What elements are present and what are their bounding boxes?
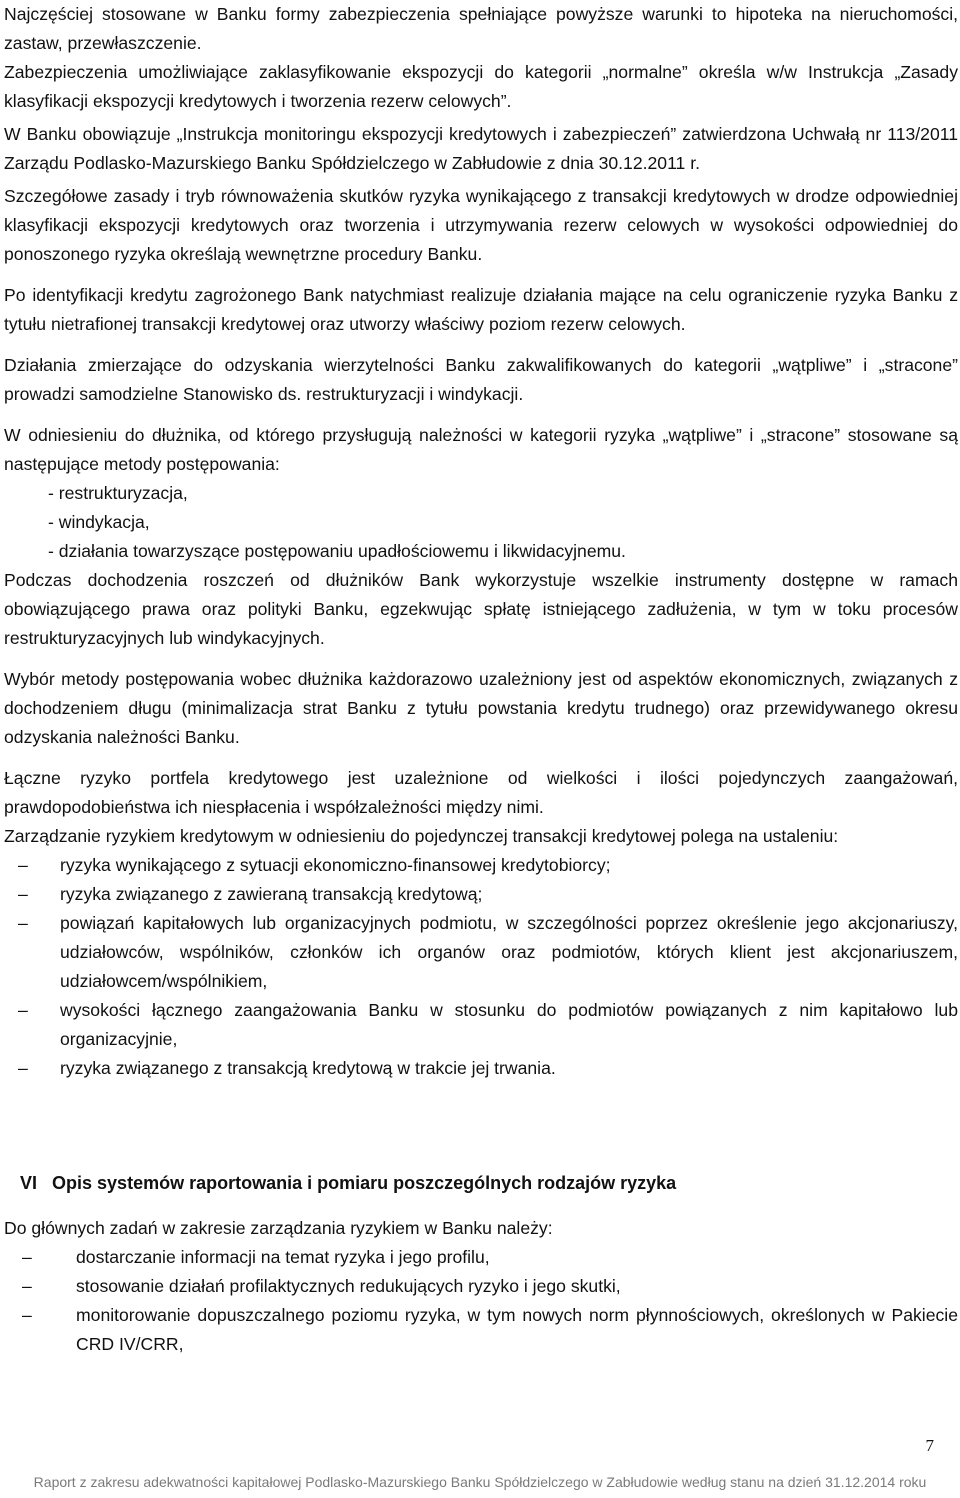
list-item: – ryzyka wynikającego z sytuacji ekonomiczno-finansowej kredytobiorcy;: [4, 851, 958, 880]
section-heading: [4, 1169, 958, 1198]
paragraph-detailed-rules: Szczegółowe zasady i tryb równoważenia skutków ryzyka wynikającego z transakcji kredytowych w drodze odpowiedniej klasyfikacji ekspozycji kredytowych oraz tworzenia i utrzymywania rezerw celowych w wysokości odpowiedniej do ponoszonego ryzyka określają wewnętrzne procedury Banku.: [4, 186, 958, 264]
section-number: VI: [20, 1173, 38, 1193]
list-item: – ryzyka związanego z zawieraną transakcją kredytową;: [4, 880, 958, 909]
page-number: 7: [925, 1436, 934, 1455]
dash-bullet: –: [18, 1000, 28, 1020]
paragraph-classification: Zabezpieczenia umożliwiające zaklasyfikowanie ekspozycji do kategorii „normalne” określa w/w Instrukcja „Zasady klasyfikacji ekspozycji kredytowych i tworzenia rezerw celowych”.: [4, 62, 958, 111]
section-intro: Do głównych zadań w zakresie zarządzania ryzykiem w Banku należy:: [4, 1218, 553, 1238]
dash-bullet: –: [22, 1276, 32, 1296]
paragraph-recovery-actions: Działania zmierzające do odzyskania wierzytelności Banku zakwalifikowanych do kategorii „wątpliwe” i „stracone” prowadzi samodzielne Stanowisko ds. restrukturyzacji i windykacji.: [4, 355, 958, 404]
method-item: - restrukturyzacja,: [48, 483, 188, 503]
paragraph-debtor-methods: W odniesieniu do dłużnika, od którego przysługują należności w kategorii ryzyka „wątpliwe” i „stracone” stosowane są następujące metody postępowania:: [4, 425, 958, 474]
paragraph-method-choice: Wybór metody postępowania wobec dłużnika każdorazowo uzależniony jest od aspektów ekonomicznych, związanych z dochodzeniem długu (minimalizacja strat Banku z tytułu powstania kredytu trudnego) oraz przewidywanego okresu odzyskania należności Banku.: [4, 669, 958, 747]
list-item: – dostarczanie informacji na temat ryzyka i jego profilu,: [4, 1243, 958, 1272]
method-item: - działania towarzyszące postępowaniu upadłościowemu i likwidacyjnemu.: [48, 541, 626, 561]
list-item: – ryzyka związanego z transakcją kredytową w trakcie jej trwania.: [4, 1054, 958, 1083]
section-title: Opis systemów raportowania i pomiaru poszczególnych rodzajów ryzyka: [52, 1173, 677, 1193]
determination-list: [4, 851, 958, 1083]
dash-bullet: –: [18, 855, 28, 875]
dash-bullet: –: [22, 1247, 32, 1267]
list-item: – wysokości łącznego zaangażowania Banku w stosunku do podmiotów powiązanych z nim kapitałowo lub organizacyjnie,: [4, 996, 958, 1054]
paragraph-risk-management: Zarządzanie ryzykiem kredytowym w odniesieniu do pojedynczej transakcji kredytowej polega na ustaleniu:: [4, 826, 839, 846]
page-footer: Raport z zakresu adekwatności kapitałowej Podlasko-Mazurskiego Banku Spółdzielczego w Zabłudowie według stanu na dzień 31.12.2014 roku: [33, 1474, 927, 1490]
list-item: – powiązań kapitałowych lub organizacyjnych podmiotu, w szczególności poprzez określenie jego akcjonariuszy, udziałowców, wspólników, członków ich organów oraz podmiotów, których klient jest akcjonariuszem, udziałowcem/wspólnikiem,: [4, 909, 958, 996]
dash-bullet: –: [22, 1305, 32, 1325]
dash-bullet: –: [18, 884, 28, 904]
method-item: - windykacja,: [48, 512, 150, 532]
paragraph-endangered-credit: Po identyfikacji kredytu zagrożonego Bank natychmiast realizuje działania mające na celu ograniczenie ryzyka Banku z tytułu nietrafionej transakcji kredytowej oraz utworzy właściwy poziom rezerw celowych.: [4, 285, 958, 334]
dash-bullet: –: [18, 913, 28, 933]
paragraph-monitoring-instruction: W Banku obowiązuje „Instrukcja monitoringu ekspozycji kredytowych i zabezpieczeń” zatwierdzona Uchwałą nr 113/2011 Zarządu Podlasko-Mazurskiego Banku Spółdzielczego w Zabłudowie z dnia 30.12.2011 r.: [4, 124, 958, 173]
paragraph-claims-pursuit: Podczas dochodzenia roszczeń od dłużników Bank wykorzystuje wszelkie instrumenty dostępne w ramach obowiązującego prawa oraz polityki Banku, egzekwując spłatę istniejącego zadłużenia, w tym w toku procesów restrukturyzacyjnych lub windykacyjnych.: [4, 570, 958, 648]
paragraph-collateral-forms: Najczęściej stosowane w Banku formy zabezpieczenia spełniające powyższe warunki to hipoteka na nieruchomości, zastaw, przewłaszczenie.: [4, 4, 958, 53]
methods-list: [4, 479, 958, 566]
section-task-list: [4, 1243, 958, 1359]
paragraph-portfolio-risk: Łączne ryzyko portfela kredytowego jest uzależnione od wielkości i ilości pojedynczych zaangażowań, prawdopodobieństwa ich niespłacenia i współzależności między nimi.: [4, 768, 958, 817]
document-page: [4, 0, 958, 1359]
list-item: – monitorowanie dopuszczalnego poziomu ryzyka, w tym nowych norm płynnościowych, określonych w Pakiecie CRD IV/CRR,: [4, 1301, 958, 1359]
list-item: – stosowanie działań profilaktycznych redukujących ryzyko i jego skutki,: [4, 1272, 958, 1301]
dash-bullet: –: [18, 1058, 28, 1078]
